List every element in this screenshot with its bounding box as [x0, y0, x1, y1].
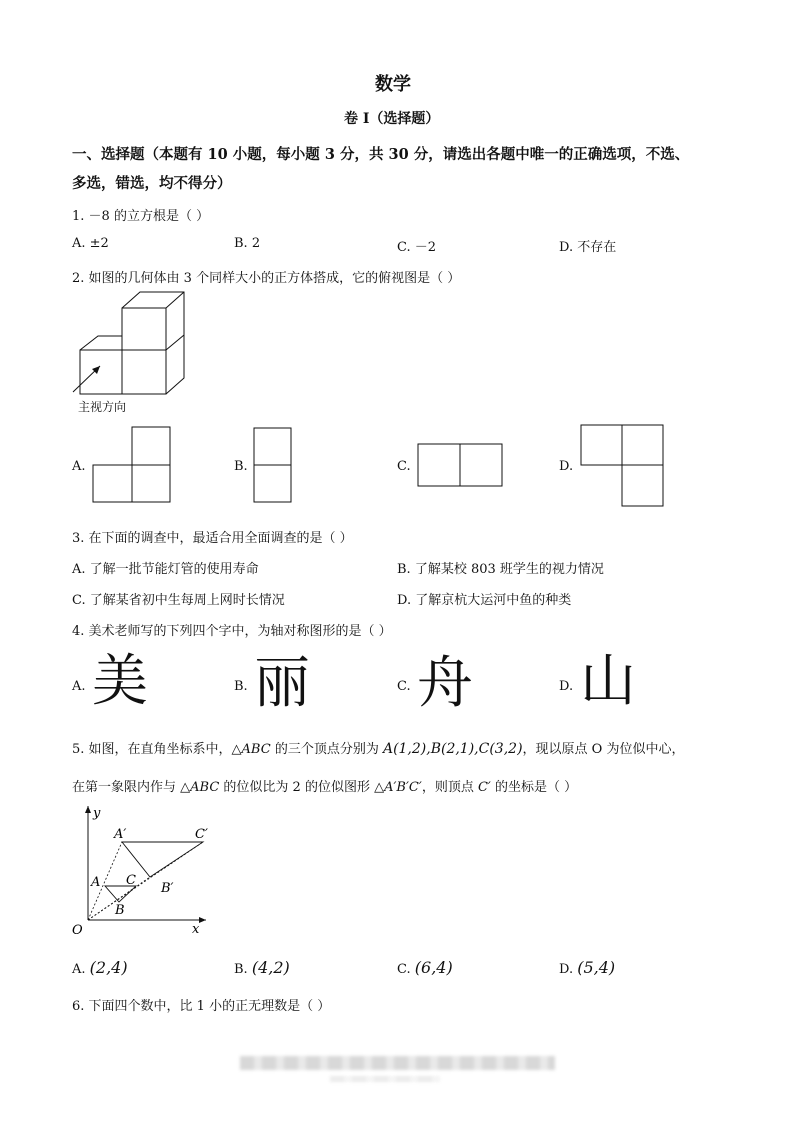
q5-answer-d: (5,4) — [577, 958, 616, 977]
q5-triangle-ref: △ABC — [180, 780, 220, 795]
q5-line2-c: ，则顶点 — [421, 780, 478, 795]
q5-fig-label-o: O — [72, 923, 83, 938]
q5-answer-a: (2,4) — [89, 958, 128, 977]
q3-option-a: A. 了解一批节能灯管的使用寿命 — [72, 562, 259, 577]
q5-fig-label-c: C — [126, 873, 136, 888]
q5-fig-label-cp: C′ — [195, 827, 208, 842]
page-title: 数学 — [375, 74, 411, 95]
q5-option-b: B. (4,2) — [234, 958, 290, 977]
q5-stem-b: 的三个顶点分别为 — [270, 742, 383, 757]
q1-option-c: C. －2 — [397, 240, 437, 255]
q3-option-d: D. 了解京杭大运河中鱼的种类 — [397, 593, 572, 608]
q1-option-a: A. ±2 — [72, 236, 109, 251]
question-1-stem: 1. －8 的立方根是（ ） — [72, 209, 210, 224]
q5-stem-c: ，现以原点 O 为位似中心， — [522, 742, 685, 757]
q4-option-c: C. — [397, 679, 411, 694]
q5-triangle-image: △A′B′C′ — [374, 780, 422, 795]
q5-fig-label-x: x — [192, 922, 200, 937]
q5-line2-a: 在第一象限内作与 — [72, 780, 181, 795]
q5-line2-d: 的坐标是（ ） — [490, 780, 578, 795]
q4-char-d: 山 — [580, 649, 636, 714]
q5-fig-label-a: A — [91, 875, 101, 890]
paper-subtitle: 卷 I（选择题） — [344, 111, 440, 127]
q2-option-c-figure — [417, 443, 505, 487]
q4-char-a: 美 — [92, 649, 148, 714]
q3-option-b: B. 了解某校 803 班学生的视力情况 — [397, 562, 604, 577]
q5-answer-c: (6,4) — [414, 958, 453, 977]
q5-vertex-cprime: C′ — [477, 780, 491, 795]
q2-figure-caption: 主视方向 — [78, 400, 127, 414]
q2-option-b: B. — [234, 459, 248, 474]
q5-fig-label-bp: B′ — [161, 881, 174, 896]
q4-option-b: B. — [234, 679, 248, 694]
q4-char-c: 舟 — [417, 651, 473, 716]
question-5-stem-line1 — [72, 738, 684, 757]
q2-option-b-figure — [253, 427, 293, 504]
q4-option-d: D. — [559, 679, 574, 694]
q2-option-d-figure — [580, 424, 665, 508]
blurred-watermark — [240, 1056, 555, 1070]
q5-fig-label-y: y — [93, 806, 101, 821]
question-6-stem: 6. 下面四个数中，比 1 小的正无理数是（ ） — [72, 999, 331, 1014]
q2-option-d: D. — [559, 459, 574, 474]
q5-option-a: A. (2,4) — [72, 958, 128, 977]
q2-option-a-figure — [92, 426, 172, 504]
q3-option-c: C. 了解某省初中生每周上网时长情况 — [72, 593, 285, 608]
question-4-stem: 4. 美术老师写的下列四个字中，为轴对称图形的是（ ） — [72, 624, 392, 639]
q4-char-b: 丽 — [254, 651, 310, 716]
q5-fig-label-ap: A′ — [114, 827, 127, 842]
q5-vertex-coords: A(1,2),B(2,1),C(3,2) — [382, 741, 523, 757]
q2-option-a: A. — [72, 459, 86, 474]
q5-coordinate-figure — [66, 800, 216, 940]
q5-answer-b: (4,2) — [251, 958, 290, 977]
q1-option-b: B. 2 — [234, 236, 261, 251]
q5-fig-label-b: B — [115, 903, 125, 918]
question-5-stem-line2 — [72, 776, 577, 795]
q1-option-d: D. 不存在 — [559, 240, 617, 255]
q2-option-c: C. — [397, 459, 411, 474]
q5-option-c: C. (6,4) — [397, 958, 453, 977]
question-3-stem: 3. 在下面的调查中，最适合用全面调查的是（ ） — [72, 531, 353, 546]
q5-line2-b: 的位似比为 2 的位似图形 — [219, 780, 375, 795]
q5-triangle: △ABC — [231, 742, 271, 757]
q2-solid-figure — [70, 288, 200, 398]
q4-option-a: A. — [72, 679, 86, 694]
section-heading-line2: 多选，错选，均不得分） — [72, 175, 232, 192]
section-heading-line1: 一、选择题（本题有 10 小题，每小题 3 分，共 30 分，请选出各题中唯一的正确选项，不选、 — [72, 146, 690, 163]
question-2-stem: 2. 如图的几何体由 3 个同样大小的正方体搭成，它的俯视图是（ ） — [72, 271, 461, 286]
blurred-watermark-secondary — [330, 1076, 440, 1082]
q5-option-d: D. (5,4) — [559, 958, 616, 977]
q5-stem-a: 5. 如图，在直角坐标系中， — [72, 742, 232, 757]
